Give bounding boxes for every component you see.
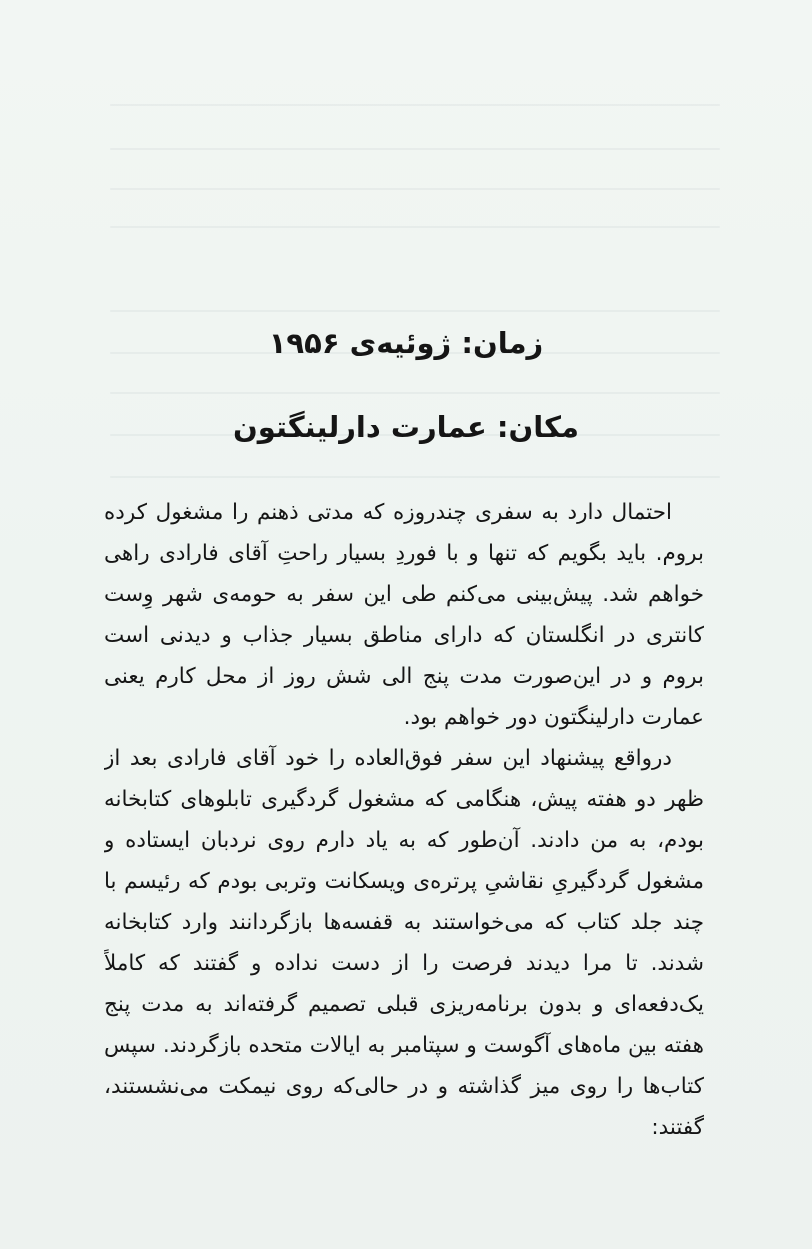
bleed-through-line bbox=[110, 226, 720, 228]
text-line: یک‌دفعه‌ای و بدون برنامه‌ریزی قبلی تصمیم گرفته‌اند به مدت پنج bbox=[104, 992, 704, 1017]
text-line: کانتری در انگلستان که دارای مناطق بسیار جذاب و دیدنی است bbox=[104, 623, 704, 648]
text-line: بروم و در این‌صورت مدت پنج الی شش روز از محل کارم یعنی bbox=[104, 664, 704, 689]
text-line: شدند. تا مرا دیدند فرصت را از دست نداده و گفتند که کاملاً bbox=[104, 951, 704, 976]
text-line: کتاب‌ها را روی میز گذاشته و در حالی‌که روی نیمکت می‌نشستند، bbox=[104, 1074, 704, 1099]
text-line: احتمال دارد به سفری چندروزه که مدتی ذهنم را مشغول کرده bbox=[104, 500, 672, 525]
chapter-time-heading: زمان: ژوئیه‌ی ۱۹۵۶ bbox=[268, 326, 544, 360]
text-line: هفته بین ماه‌های آگوست و سپتامبر به ایالات متحده بازگردند. سپس bbox=[104, 1033, 704, 1058]
text-line: بودم، به من دادند. آن‌طور که به یاد دارم روی نردبان ایستاده و bbox=[104, 828, 704, 853]
text-line: چند جلد کتاب که می‌خواستند به قفسه‌ها بازگردانند وارد کتابخانه bbox=[104, 910, 704, 935]
text-line: مشغول گردگیریِ نقاشیِ پرتره‌ی ویسکانت وتربی بودم که رئیسم با bbox=[104, 869, 704, 894]
text-line: ظهر دو هفته پیش، هنگامی که مشغول گردگیری تابلوهای کتابخانه bbox=[104, 787, 704, 812]
text-line: خواهم شد. پیش‌بینی می‌کنم طی این سفر به حومه‌ی شهر وِست bbox=[104, 582, 704, 607]
paragraph-2 bbox=[104, 738, 704, 1148]
text-line: بروم. باید بگویم که تنها و با فوردِ بسیار راحتِ آقای فارادی راهی bbox=[104, 541, 704, 566]
chapter-place-heading: مکان: عمارت دارلینگتون bbox=[233, 410, 579, 444]
bleed-through-line bbox=[110, 188, 720, 190]
bleed-through-line bbox=[110, 310, 720, 312]
text-line: عمارت دارلینگتون دور خواهم بود. bbox=[403, 705, 704, 730]
bleed-through-line bbox=[110, 476, 720, 478]
body-text bbox=[104, 492, 704, 1148]
text-line: درواقع پیشنهاد این سفر فوق‌العاده را خود آقای فارادی بعد از bbox=[104, 746, 672, 771]
bleed-through-line bbox=[110, 392, 720, 394]
bleed-through-line bbox=[110, 148, 720, 150]
paragraph-1 bbox=[104, 492, 704, 738]
bleed-through-line bbox=[110, 104, 720, 106]
text-line: گفتند: bbox=[651, 1115, 704, 1140]
